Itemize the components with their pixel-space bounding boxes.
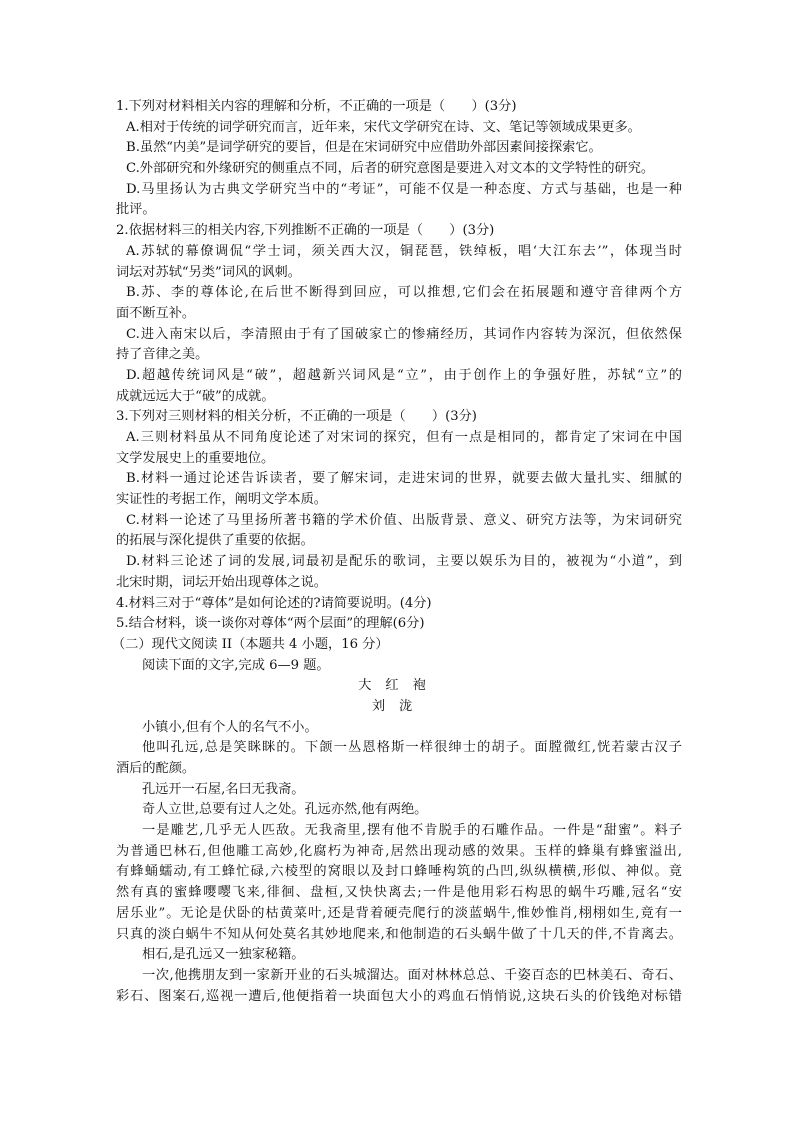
story-paragraph-line: 居乐业”。无论是伏卧的枯黄菜叶,还是背着硬壳爬行的淡蓝蜗牛,惟妙惟肖,栩栩如生,竟有一 [116,905,682,921]
section-2-instruction: 阅读下面的文字,完成 6—9 题。 [142,657,330,673]
story-paragraph-line: 一是雕艺,几乎无人匹敌。无我斋里,摆有他不肯脱手的石雕作品。一件是“甜蜜”。料子 [142,823,682,839]
q3-option-b: B.材料一通过论述告诉读者，要了解宋词，走进宋词的世界，就要去做大量扎实、细腻的 [126,471,682,487]
q2-option-c-cont: 持了音律之美。 [116,347,209,363]
q2-option-d-cont: 成就远远大于“破”的成就。 [116,388,275,404]
q3-option-d: D.材料三论述了词的发展,词最初是配乐的歌词，主要以娱乐为目的，被视为“小道”，到 [126,554,682,570]
story-paragraph-line: 一次,他携朋友到一家新开业的石头城溜达。面对林林总总、千姿百态的巴林美石、奇石、 [142,967,682,983]
q3-option-a: A.三则材料虽从不同角度论述了对宋词的探究，但有一点是相同的，都肯定了宋词在中国 [126,430,682,445]
q2-option-c: C.进入南宋以后，李清照由于有了国破家亡的惨痛经历，其词作内容转为深沉，但依然保 [126,326,682,342]
story-paragraph-line: 奇人立世,总要有过人之处。孔远亦然,他有两绝。 [142,802,428,818]
q3-option-a-cont: 文学发展史上的重要地位。 [116,450,275,466]
question-5: 5.结合材料，谈一谈你对尊体“两个层面”的理解(6分) [116,616,425,632]
story-title: 大红袍 [358,678,440,694]
q1-option-d: D.马里扬认为古典文学研究当中的“考证”，可能不仅是一种态度、方式与基础，也是一种 [126,181,682,197]
q3-option-b-cont: 实证性的考据工作，阐明文学本质。 [116,492,327,508]
story-paragraph-line: 孔远开一石屋,名曰无我斋。 [142,781,305,797]
story-paragraph-line: 小镇小,但有个人的名气不小。 [142,719,318,735]
page-content [112,97,682,1007]
story-author: 刘泷 [371,698,427,714]
q2-option-b: B.苏、李的尊体论,在后世不断得到回应，可以推想,它们会在拓展题和遵守音律两个方 [126,285,682,301]
q1-option-a: A.相对于传统的词学研究而言，近年来，宋代文学研究在诗、文、笔记等领域成果更多。 [126,119,641,135]
story-paragraph-line: 然有真的蜜蜂嘤嘤飞来,徘徊、盘桓,又快快离去;一件是他用彩石构思的蜗牛巧雕,冠名“安 [116,885,682,901]
question-2-stem: 2.依据材料三的相关内容,下列推断不正确的一项是（ ）(3分) [116,223,495,239]
story-paragraph-line: 为普通巴林石,但他雕工高妙,化腐朽为神奇,居然出现动感的效果。玉样的蜂巢有蜂蜜溢出, [116,843,682,859]
story-paragraph-line: 彩石、图案石,巡视一遭后,他便指着一块面包大小的鸡血石悄悄说,这块石头的价钱绝对标错 [116,988,682,1004]
q2-option-a: A.苏轼的幕僚调侃“学士词，须关西大汉，铜琵琶，铁绰板，唱‘大江东去’”，体现当时 [126,243,682,259]
q1-option-c: C.外部研究和外缘研究的侧重点不同，后者的研究意图是要进入对文本的文学特性的研究。 [126,161,655,177]
q2-option-a-cont: 词坛对苏轼“另类”词风的讽刺。 [116,264,301,280]
q2-option-d: D.超越传统词风是“破”，超越新兴词风是“立”，由于创作上的争强好胜，苏轼“立”的 [126,367,682,383]
q3-option-d-cont: 北宋时期，词坛开始出现尊体之说。 [116,574,327,590]
question-4: 4.材料三对于“尊体”是如何论述的?请简要说明。(4分) [116,595,432,611]
story-paragraph-line: 他叫孔远,总是笑眯眯的。下颌一丛恩格斯一样很绅士的胡子。面膛微红,恍若蒙古汉子 [142,740,682,756]
q1-option-b: B.虽然“内美”是词学研究的要旨，但是在宋词研究中应借助外部因素间接探索它。 [126,140,602,156]
question-1-stem: 1.下列对材料相关内容的理解和分析，不正确的一项是（ ）(3分) [116,99,517,114]
q1-option-d-cont: 批评。 [116,202,156,218]
q2-option-b-cont: 面不断互补。 [116,305,196,321]
story-paragraph-line: 相石,是孔远又一独家秘籍。 [142,947,305,963]
q3-option-c: C.材料一论述了马里扬所著书籍的学术价值、出版背景、意义、研究方法等，为宋词研究 [126,512,682,528]
q3-option-c-cont: 的拓展与深化提供了重要的依据。 [116,533,314,549]
story-paragraph-line: 只真的淡白蜗牛不知从何处莫名其妙地爬来,和他制造的石头蜗牛做了十几天的伴,不肯离去。 [116,926,682,942]
story-paragraph-line: 有蜂蛹蠕动,有工蜂忙碌,六棱型的窝眼以及封口蜂唾构筑的凸凹,纵纵横横,形似、神似。竟 [116,864,682,880]
section-2-heading: （二）现代文阅读 II（本题共 4 小题，16 分） [112,636,389,652]
question-3-stem: 3.下列对三则材料的相关分析，不正确的一项是（ ）(3分) [116,409,477,425]
story-paragraph-line: 酒后的酡颜。 [116,761,196,776]
